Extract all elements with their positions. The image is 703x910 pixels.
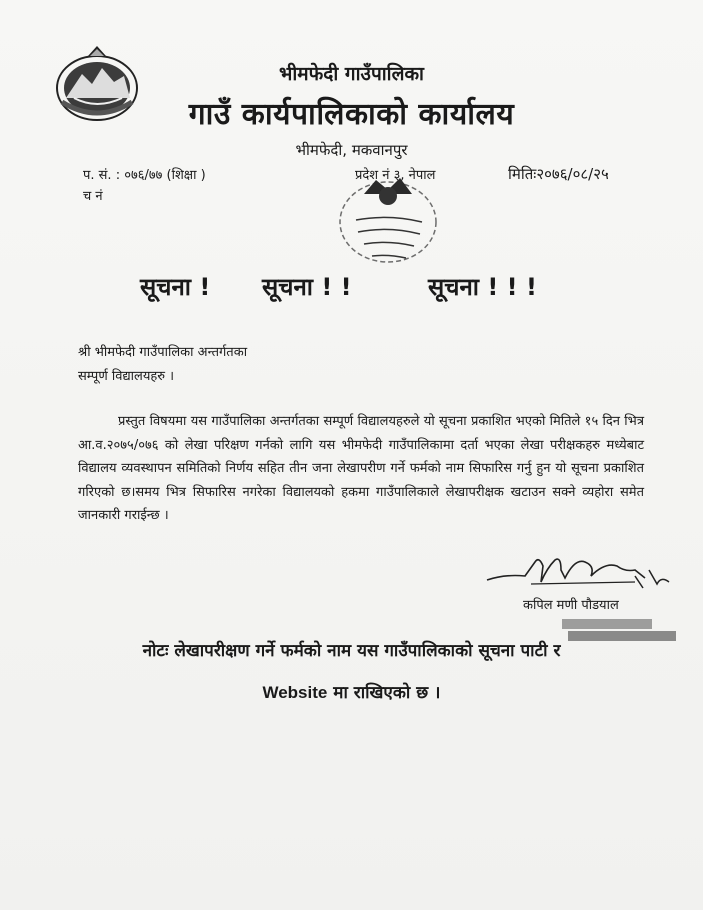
municipality-name: भीमफेदी गाउँपालिका xyxy=(279,63,424,85)
notice-heading-1: सूचना ! xyxy=(140,273,211,301)
issue-date: मितिः२०७६/०८/२५ xyxy=(508,165,609,183)
chalani-number: च नं xyxy=(83,189,103,204)
office-stamp xyxy=(336,170,440,270)
note-website-word: Website xyxy=(262,683,328,702)
office-address: भीमफेदी, मकवानपुर xyxy=(295,141,408,159)
notice-heading-3: सूचना ! ! ! xyxy=(428,273,537,301)
handwritten-signature xyxy=(485,548,675,598)
province-text: प्रदेश नं ३, नेपाल xyxy=(355,168,436,183)
signer-name: कपिल मणी पौडयाल xyxy=(523,598,619,613)
note-line-1: नोटः लेखापरीक्षण गर्ने फर्मको नाम यस गाउँपालिकाको सूचना पाटी र xyxy=(142,641,561,661)
reference-number: प. सं. : ०७६/७७ (शिक्षा ) xyxy=(83,168,206,183)
recipient-line-2: सम्पूर्ण विद्यालयहरु । xyxy=(78,369,175,384)
note-line-2 xyxy=(0,680,703,703)
recipient-line-1: श्री भीमफेदी गाउँपालिका अन्तर्गतका xyxy=(78,345,248,360)
notice-heading-2: सूचना ! ! xyxy=(262,273,352,301)
notice-body: प्रस्तुत विषयमा यस गाउँपालिका अन्तर्गतका सम्पूर्ण विद्यालयहरुले यो सूचना प्रकाशित भएको मितिले १५ दिन भित्र आ.व.२०७५/०७६ को लेखा परिक्षण गर्नको लागि यस भीमफेदी गाउँपालिकामा दर्ता भएका लेखा परीक्षकहरु मध्येबाट विद्यालय व्यवस्थापन समितिको निर्णय सहित तीन जना लेखापरीण गर्ने फर्मको नाम सिफारिस गर्नु हुन यो सूचना प्रकाशित गरिएको छ।समय भित्र सिफारिस नगरेका विद्यालयको हकमा गाउँपालिकाले लेखापरीक्षक खटाउन सक्ने व्यहोरा समेत जानकारी गराईन्छ । xyxy=(78,414,644,524)
note-line-2-rest: मा राखिएको छ । xyxy=(327,683,441,703)
office-title: गाउँ कार्यपालिकाको कार्यालय xyxy=(188,97,515,132)
